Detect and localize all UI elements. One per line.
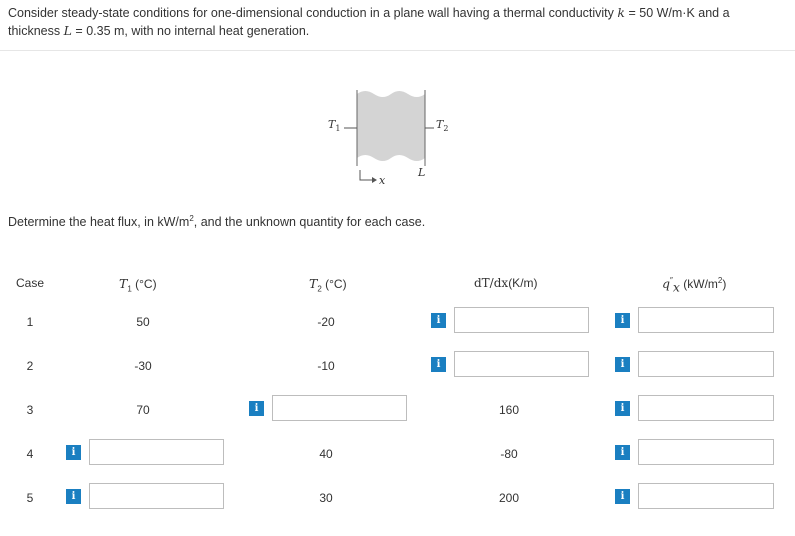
row-1-dtdx-input[interactable] <box>454 307 589 333</box>
row-4-case: 4 <box>26 447 34 461</box>
row-5-t1-input[interactable] <box>89 483 224 509</box>
row-4-t2: 40 <box>319 447 333 461</box>
row-5-t1-info-icon[interactable]: i <box>66 489 81 504</box>
x-arrowhead <box>372 177 377 183</box>
row-3-t2-input[interactable] <box>272 395 407 421</box>
instruction: Determine the heat flux, in $kW/m^2$, and the unknown quantity for each case. <box>8 214 426 230</box>
row-4-t1-info-icon[interactable]: i <box>66 445 81 460</box>
row-3-q-input[interactable] <box>638 395 774 421</box>
row-2-t2: -10 <box>317 359 335 373</box>
row-5-case: 5 <box>26 491 34 505</box>
row-4-q-info-icon[interactable]: i <box>615 445 630 460</box>
row-1-t1: 50 <box>136 315 150 329</box>
L-value: 0.35 m, with no internal heat generation. <box>86 24 310 38</box>
row-1-case: 1 <box>26 315 34 329</box>
t2-label: $T_2$ <box>436 118 449 134</box>
row-2-q-info-icon[interactable]: i <box>615 357 630 372</box>
row-2-t1: -30 <box>134 359 152 373</box>
row-5-dtdx: 200 <box>498 491 520 505</box>
x-label: x <box>379 174 386 187</box>
row-1-q-input[interactable] <box>638 307 774 333</box>
row-3-case: 3 <box>26 403 34 417</box>
row-3-t2-info-icon[interactable]: i <box>249 401 264 416</box>
row-3-t1: 70 <box>136 403 150 417</box>
header-q: $q''_x$ $(kW/m^2)$ <box>662 276 727 295</box>
row-5-t2: 30 <box>319 491 333 505</box>
row-3-dtdx: 160 <box>498 403 520 417</box>
x-axis-arrow <box>360 170 372 180</box>
row-2-dtdx-info-icon[interactable]: i <box>431 357 446 372</box>
wall-shape <box>310 82 470 194</box>
divider <box>0 50 795 51</box>
row-2-dtdx-input[interactable] <box>454 351 589 377</box>
header-t2: $T_2$ (°C) <box>309 276 347 294</box>
header-dtdx: dT/dx(K/m) <box>474 276 538 290</box>
k-value: 50 W/m·K and a <box>639 6 730 20</box>
row-1-q-info-icon[interactable]: i <box>615 313 630 328</box>
t1-label: $T_1$ <box>328 118 341 134</box>
row-2-q-input[interactable] <box>638 351 774 377</box>
equals-sign: = <box>628 6 636 20</box>
plane-wall-diagram <box>310 82 470 194</box>
header-case: Case <box>16 276 45 290</box>
row-1-t2: -20 <box>317 315 335 329</box>
equals-sign-2: = <box>75 24 83 38</box>
L-symbol: L <box>63 23 72 38</box>
problem-statement <box>8 4 788 40</box>
k-symbol: k <box>617 5 625 20</box>
wall-body <box>357 91 425 161</box>
row-4-t1-input[interactable] <box>89 439 224 465</box>
problem-text-2: thickness <box>8 24 61 38</box>
L-label: L <box>418 166 426 179</box>
row-3-q-info-icon[interactable]: i <box>615 401 630 416</box>
row-1-dtdx-info-icon[interactable]: i <box>431 313 446 328</box>
row-5-q-info-icon[interactable]: i <box>615 489 630 504</box>
row-4-q-input[interactable] <box>638 439 774 465</box>
header-t1: $T_1$ (°C) <box>119 276 157 294</box>
row-4-dtdx: -80 <box>500 447 518 461</box>
row-2-case: 2 <box>26 359 34 373</box>
row-5-q-input[interactable] <box>638 483 774 509</box>
problem-text-1: Consider steady-state conditions for one-dimensional conduction in a plane wall having a thermal conductivity <box>8 6 614 20</box>
